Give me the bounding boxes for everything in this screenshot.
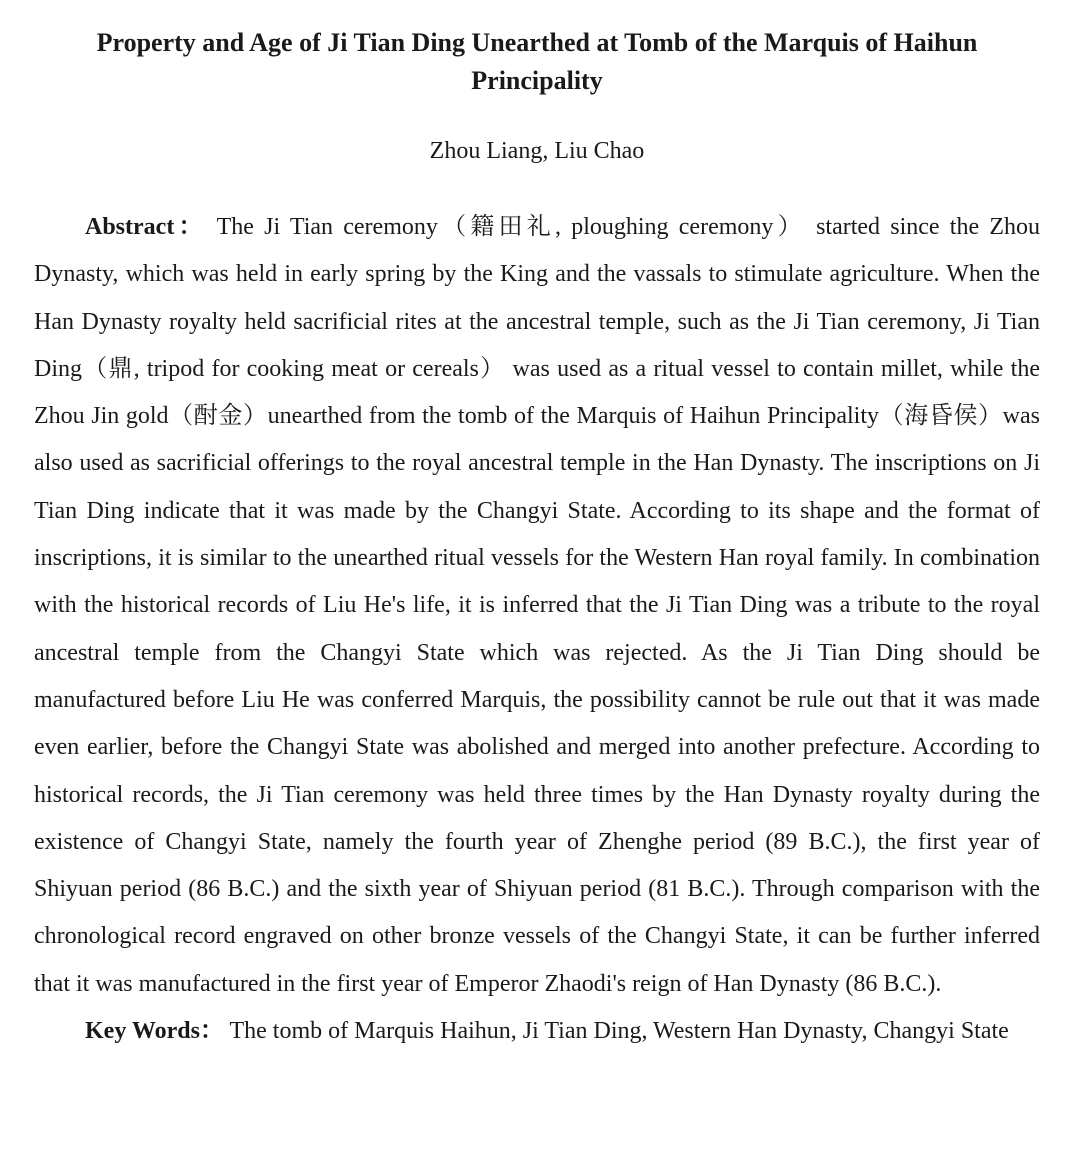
paper-authors: Zhou Liang, Liu Chao xyxy=(429,138,645,164)
keywords-text: The tomb of Marquis Haihun, Ji Tian Ding, Western Han Dynasty, Changyi State xyxy=(229,1018,1009,1045)
abstract-paragraph xyxy=(34,204,1040,1008)
abstract-label: Abstract： xyxy=(85,214,207,240)
abstract-text: The Ji Tian ceremony（籍田礼, ploughing ceremony） started since the Zhou Dynasty, which was held in early spring by the King and the vassals to stimulate agriculture. When the Han Dynasty royalty held sacrificial rites at the ancestral temple, such as the Ji Tian ceremony, Ji Tian Ding（鼎, tripod for cooking meat or cereals） was used as a ritual vessel to contain millet, while the Zhou Jin gold（酎金）unearthed from the tomb of the Marquis of Haihun Principality（海昏侯）was also used as sacrificial offerings to the royal ancestral temple in the Han Dynasty. The inscriptions on Ji Tian Ding indicate that it was made by the Changyi State. According to its shape and the format of inscriptions, it is similar to the unearthed ritual vessels for the Western Han royal family. In combination with the historical records of Liu He's life, it is inferred that the Ji Tian Ding was a tribute to the royal ancestral temple from the Changyi State which was rejected. As the Ji Tian Ding should be manufactured before Liu He was conferred Marquis, the possibility cannot be rule out that it was made even earlier, before the Changyi State was abolished and merged into another prefecture. According to historical records, the Ji Tian ceremony was held three times by the Han Dynasty royalty during the existence of Changyi State, namely the fourth year of Zhenghe period (89 B.C.), the first year of Shiyuan period (86 B.C.) and the sixth year of Shiyuan period (81 B.C.). Through comparison with the chronological record engraved on other bronze vessels of the Changyi State, it can be further inferred that it was manufactured in the first year of Emperor Zhaodi's reign of Han Dynasty (86 B.C.). xyxy=(34,214,1041,997)
keywords-label: Key Words： xyxy=(85,1018,224,1045)
keywords-paragraph xyxy=(34,1008,1040,1055)
paper-title: Property and Age of Ji Tian Ding Unearthed at Tomb of the Marquis of Haihun Principality xyxy=(96,28,978,95)
